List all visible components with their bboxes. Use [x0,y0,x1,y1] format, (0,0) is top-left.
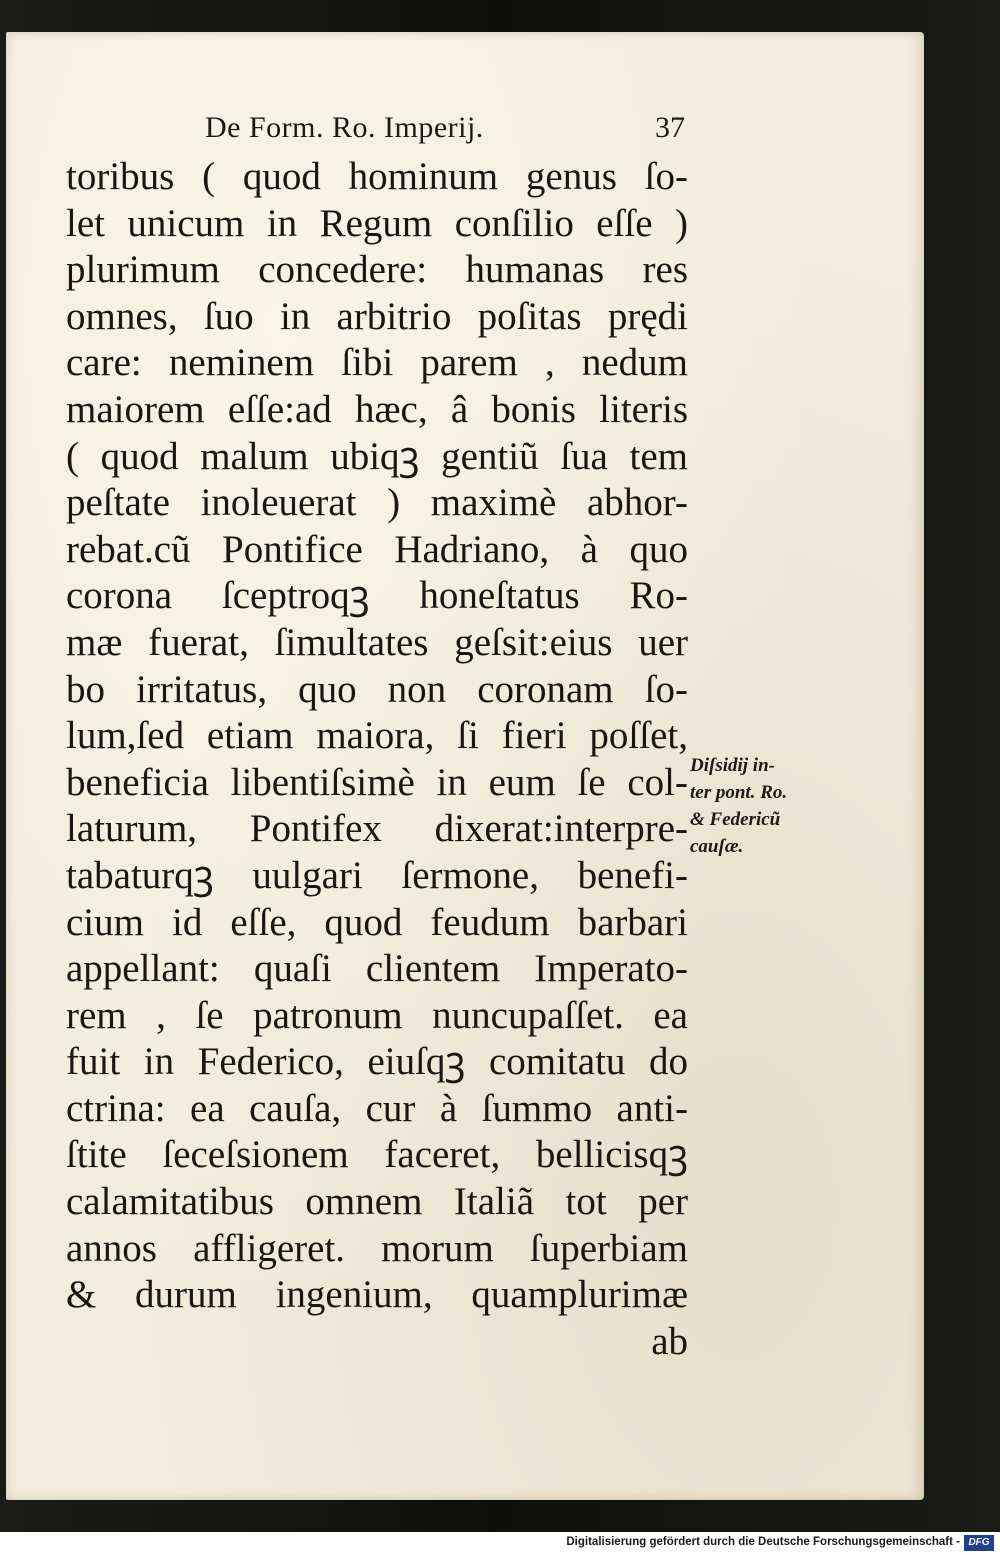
text-line: beneficia libentiſsimè in eum ſe col- [66,760,688,804]
catchword: ab [651,1319,688,1363]
text-line: fuit in Federico, eiuſqꝫ comitatu do [66,1040,688,1084]
text-line: lum,ſed etiam maiora, ſi fieri poſſet, [66,714,688,758]
text-line: mæ fuerat, ſimultates geſsit:eius uer [66,620,688,664]
text-line: care: neminem ſibi parem , nedum [66,341,688,385]
text-line: calamitatibus omnem Italiã tot per [66,1180,688,1224]
text-line: corona ſceptroqꝫ honeſtatus Ro- [66,574,688,618]
text-line: ( quod malum ubiqꝫ gentiũ ſua tem [66,434,688,478]
marginal-note-line: & Federicũ [690,809,781,830]
body-text [66,154,688,1365]
marginal-note-line: cauſæ. [690,836,744,857]
text-line: cium id eſſe, quod feudum barbari [66,900,688,944]
page-number: 37 [655,111,685,144]
text-line: plurimum concedere: humanas res [66,248,688,292]
marginal-note [690,752,840,860]
text-line: laturum, Pontifex dixerat:interpre- [66,807,688,851]
marginal-note-line: Diſsidij in- [690,755,775,776]
text-line: rebat.cũ Pontifice Hadriano, à quo [66,527,688,571]
running-title: De Form. Ro. Imperij. [205,111,484,144]
text-line: tabaturqꝫ uulgari ſermone, benefi- [66,853,688,897]
text-line: toribus ( quod hominum genus ſo- [66,155,688,198]
text-line: let unicum in Regum conſilio eſſe ) [66,201,688,245]
text-line: appellant: quaſi clientem Imperato- [66,947,688,991]
funding-credit: Digitalisierung gefördert durch die Deutsche Forschungsgemeinschaft - [566,1536,960,1548]
dfg-logo-icon: DFG [964,1535,994,1551]
running-head [205,108,685,148]
text-line: peſtate inoleuerat ) maximè abhor- [66,481,688,525]
footer-bar [0,1532,1000,1555]
text-line: omnes, ſuo in arbitrio poſitas prędi [66,294,688,338]
text-line: ſtite ſeceſsionem faceret, bellicisqꝫ [66,1133,688,1177]
text-line: ctrina: ea cauſa, cur à ſummo anti- [66,1086,688,1130]
text-line: & durum ingenium, quamplurimæ [66,1273,688,1317]
marginal-note-line: ter pont. Ro. [690,782,788,803]
text-line: rem , ſe patronum nuncupaſſet. ea [66,993,688,1037]
text-line: annos affligeret. morum ſuperbiam [66,1226,688,1270]
text-line: bo irritatus, quo non coronam ſo- [66,667,688,711]
text-line: maiorem eſſe:ad hæc, â bonis literis [66,387,688,431]
